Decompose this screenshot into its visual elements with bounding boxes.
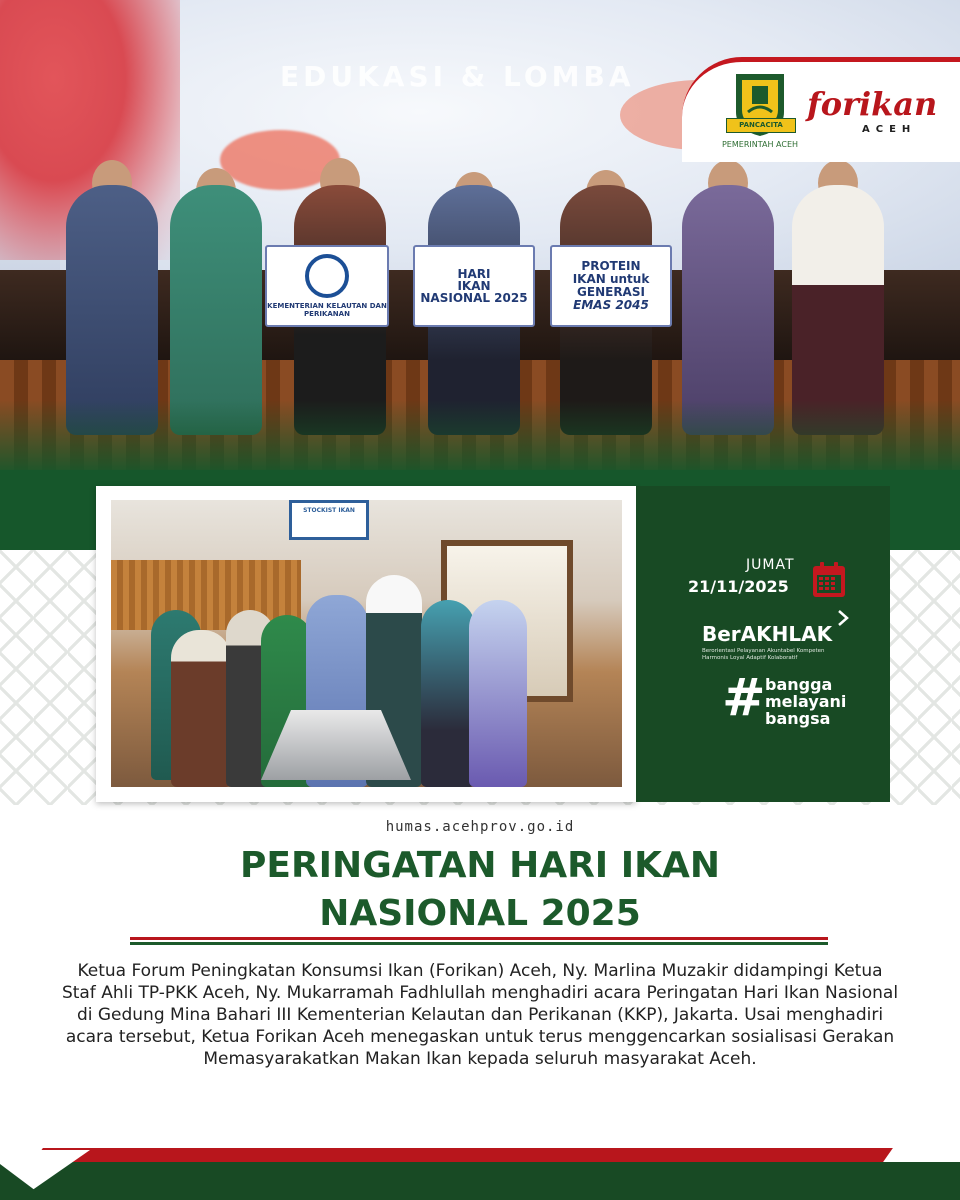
person (469, 600, 527, 787)
title-line: NASIONAL 2025 (319, 893, 641, 934)
kkp-logo-icon (305, 254, 349, 298)
tagline (765, 676, 846, 727)
chevron-right-icon (836, 609, 850, 627)
inset-photo (111, 500, 622, 787)
sign-kkp-text: KEMENTERIAN KELAUTAN DAN PERIKANAN (267, 302, 387, 318)
government-caption: PEMERINTAH ACEH (721, 140, 799, 149)
footer-green-band (0, 1162, 960, 1200)
divider-green (130, 942, 828, 945)
stockist-sign: STOCKIST IKAN (289, 500, 369, 540)
footer-red-stripe (33, 1148, 893, 1162)
sign-line: IKAN untuk (572, 272, 650, 286)
emblem-ribbon: PANCACITA (726, 118, 796, 133)
website-url: humas.acehprov.go.id (385, 819, 575, 835)
sign-line: IKAN (457, 279, 491, 293)
person (682, 185, 774, 435)
sign-protein-ikan (550, 245, 672, 327)
title-line: PERINGATAN HARI IKAN (239, 845, 721, 886)
berakhlak-subtitle: Berorientasi Pelayanan Akuntabel Kompeten Harmonis Loyal Adaptif Kolaboratif (702, 648, 825, 661)
sign-line: HARI (457, 267, 491, 281)
sign-line: NASIONAL 2025 (420, 291, 528, 305)
sign-line: EMAS 2045 (573, 298, 649, 312)
title-divider (130, 937, 828, 945)
page-title (0, 842, 960, 938)
person (792, 185, 884, 435)
sign-hari-ikan (413, 245, 535, 327)
person (170, 185, 262, 435)
divider-red (130, 937, 828, 940)
berakhlak-logo: BerAKHLAK (702, 622, 833, 646)
backdrop-text: EDUKASI & LOMBA (280, 60, 635, 93)
calendar-icon (812, 562, 846, 598)
green-fade (0, 400, 960, 470)
tagline-line: bangsa (765, 709, 831, 728)
date-label: 21/11/2025 (688, 577, 789, 596)
article-body: Ketua Forum Peningkatan Konsumsi Ikan (Forikan) Aceh, Ny. Marlina Muzakir didampingi Ketua Staf Ahli TP-PKK Aceh, Ny. Mukarramah Fadhlullah menghadiri acara Peringatan Hari Ikan Nasional di Gedung Mina Bahari III Kementerian Kelautan dan Perikanan (KKP), Jakarta. Usai menghadiri acara tersebut, Ketua Forikan Aceh menegaskan untuk terus menggencarkan sosialisasi Gerakan Memasyarakatkan Makan Ikan kepada seluruh masyarakat Aceh. (61, 961, 899, 1069)
tagline-line: melayani (765, 692, 847, 711)
sign-line: PROTEIN (581, 259, 641, 273)
tagline-line: bangga (765, 675, 833, 694)
day-label: JUMAT (746, 557, 795, 573)
person (66, 185, 158, 435)
person (171, 630, 231, 787)
sign-line: GENERASI (577, 285, 645, 299)
person (421, 600, 475, 787)
forikan-logo-text: forikan (807, 85, 938, 123)
hashtag-icon: # (722, 668, 766, 728)
sign-kkp (265, 245, 389, 327)
forikan-logo-sub: ACEH (862, 124, 917, 135)
